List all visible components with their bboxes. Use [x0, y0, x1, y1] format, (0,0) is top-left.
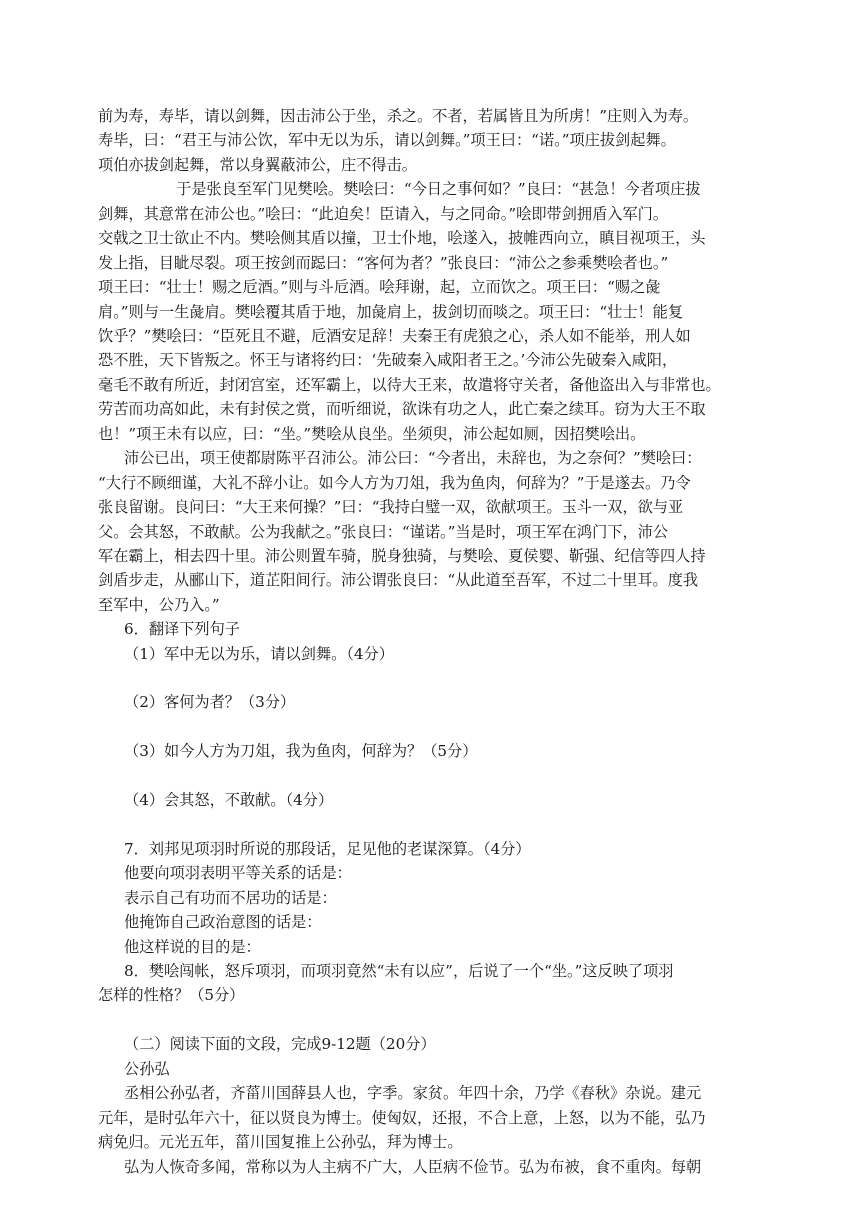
question-8-text: 8．樊哙闯帐，怒斥项羽，而项羽竟然“未有以应”，后说了一个“坐。”这反映了项羽 [124, 962, 674, 980]
question-7-title: 7．刘邦见项羽时所说的那段话，足见他的老谋深算。（4分） [124, 840, 531, 858]
question-8-text: 怎样的性格？（5分） [98, 986, 245, 1004]
passage-line: 剑舞，其意常在沛公也。”哙曰：“此迫矣！臣请入，与之同命。”哙即带剑拥盾入军门。 [98, 205, 669, 223]
passage-line: 丞相公孙弘者，齐菑川国薛县人也，字季。家贫。年四十余，乃学《春秋》杂说。建元 [124, 1084, 702, 1102]
passage-line: 交戟之卫士欲止不内。樊哙侧其盾以撞，卫士仆地，哙遂入，披帷西向立，瞋目视项王，头 [98, 229, 706, 247]
passage-line: 恐不胜，天下皆叛之。怀王与诸将约曰：‘先破秦入咸阳者王之。’今沛公先破秦入咸阳， [98, 351, 678, 369]
passage-line: 军在霸上，相去四十里。沛公则置车骑，脱身独骑，与樊哙、夏侯婴、靳强、纪信等四人持 [98, 547, 706, 565]
passage-line: 于是张良至军门见樊哙。樊哙曰：“今日之事何如？”良曰：“甚急！今者项庄拔 [176, 180, 701, 198]
passage-line: 前为寿，寿毕，请以剑舞，因击沛公于坐，杀之。不者，若属皆且为所虏！”庄则入为寿。 [98, 107, 699, 125]
question-7-item: 表示自己有功而不居功的话是： [124, 889, 337, 907]
passage-line: 寿毕，曰：“君王与沛公饮，军中无以为乐，请以剑舞。”项王曰：“诺。”项庄拔剑起舞。 [98, 131, 676, 149]
passage-line: 病免归。元光五年，菑川国复推上公孙弘，拜为博士。 [98, 1133, 463, 1151]
passage-line: 张良留谢。良问曰：“大王来何操？”曰：“我持白璧一双，欲献项王。玉斗一双，欲与亚 [98, 498, 684, 516]
question-6-item: （2）客何为者？（3分） [124, 693, 296, 711]
passage-line: 也！”项王未有以应，曰：“坐。”樊哙从良坐。坐须臾，沛公起如厕，因招樊哙出。 [98, 425, 646, 443]
passage-line: 沛公已出，项王使都尉陈平召沛公。沛公曰：“今者出，未辞也，为之奈何？”樊哙曰： [124, 449, 702, 467]
question-7-item: 他要向项羽表明平等关系的话是： [124, 864, 352, 882]
section-2-title: 公孙弘 [124, 1060, 170, 1078]
passage-line: 元年，是时弘年六十，征以贤良为博士。使匈奴，还报，不合上意，上怒，以为不能，弘乃 [98, 1109, 706, 1127]
question-6-item: （1）军中无以为乐，请以剑舞。（4分） [124, 645, 394, 663]
question-6-title: 6．翻译下列句子 [124, 620, 240, 638]
question-7-item: 他这样说的目的是： [124, 938, 261, 956]
passage-line: “大行不顾细谨，大礼不辞小让。如今人方为刀俎，我为鱼肉，何辞为？”于是遂去。乃令 [98, 474, 691, 492]
question-6-item: （3）如今人方为刀俎，我为鱼肉，何辞为？（5分） [124, 742, 478, 760]
passage-line: 剑盾步走，从郦山下，道芷阳间行。沛公谓张良曰：“从此道至吾军，不过二十里耳。度我 [98, 571, 699, 589]
passage-line: 弘为人恢奇多闻，常称以为人主病不广大，人臣病不俭节。弘为布被，食不重肉。每朝 [124, 1158, 702, 1176]
question-6-item: （4）会其怒，不敢献。（4分） [124, 791, 334, 809]
passage-line: 饮乎？”樊哙曰：“臣死且不避，卮酒安足辞！夫秦王有虎狼之心，杀人如不能举，刑人如 [98, 327, 691, 345]
passage-line: 发上指，目眦尽裂。项王按剑而跽曰：“客何为者？”张良曰：“沛公之参乘樊哙者也。” [98, 254, 669, 272]
section-2-heading: （二）阅读下面的文段，完成9-12题（20分） [124, 1035, 436, 1053]
passage-line: 父。会其怒，不敢献。公为我献之。”张良曰：“谨诺。”当是时，项王军在鸿门下，沛公 [98, 523, 669, 541]
passage-line: 劳苦而功高如此，未有封侯之赏，而听细说，欲诛有功之人，此亡秦之续耳。窃为大王不取 [98, 400, 706, 418]
passage-line: 毫毛不敢有所近，封闭宫室，还军霸上，以待大王来，故遣将守关者，备他盗出入与非常也。 [98, 376, 721, 394]
passage-line: 至军中，公乃入。” [98, 596, 220, 614]
passage-line: 项伯亦拔剑起舞，常以身翼蔽沛公，庄不得击。 [98, 156, 417, 174]
passage-line: 项王曰：“壮士！赐之卮酒。”则与斗卮酒。哙拜谢，起，立而饮之。项王曰：“赐之彘 [98, 278, 661, 296]
question-7-item: 他掩饰自己政治意图的话是： [124, 913, 322, 931]
passage-line: 肩。”则与一生彘肩。樊哙覆其盾于地，加彘肩上，拔剑切而啖之。项王曰：“壮士！能复 [98, 303, 684, 321]
